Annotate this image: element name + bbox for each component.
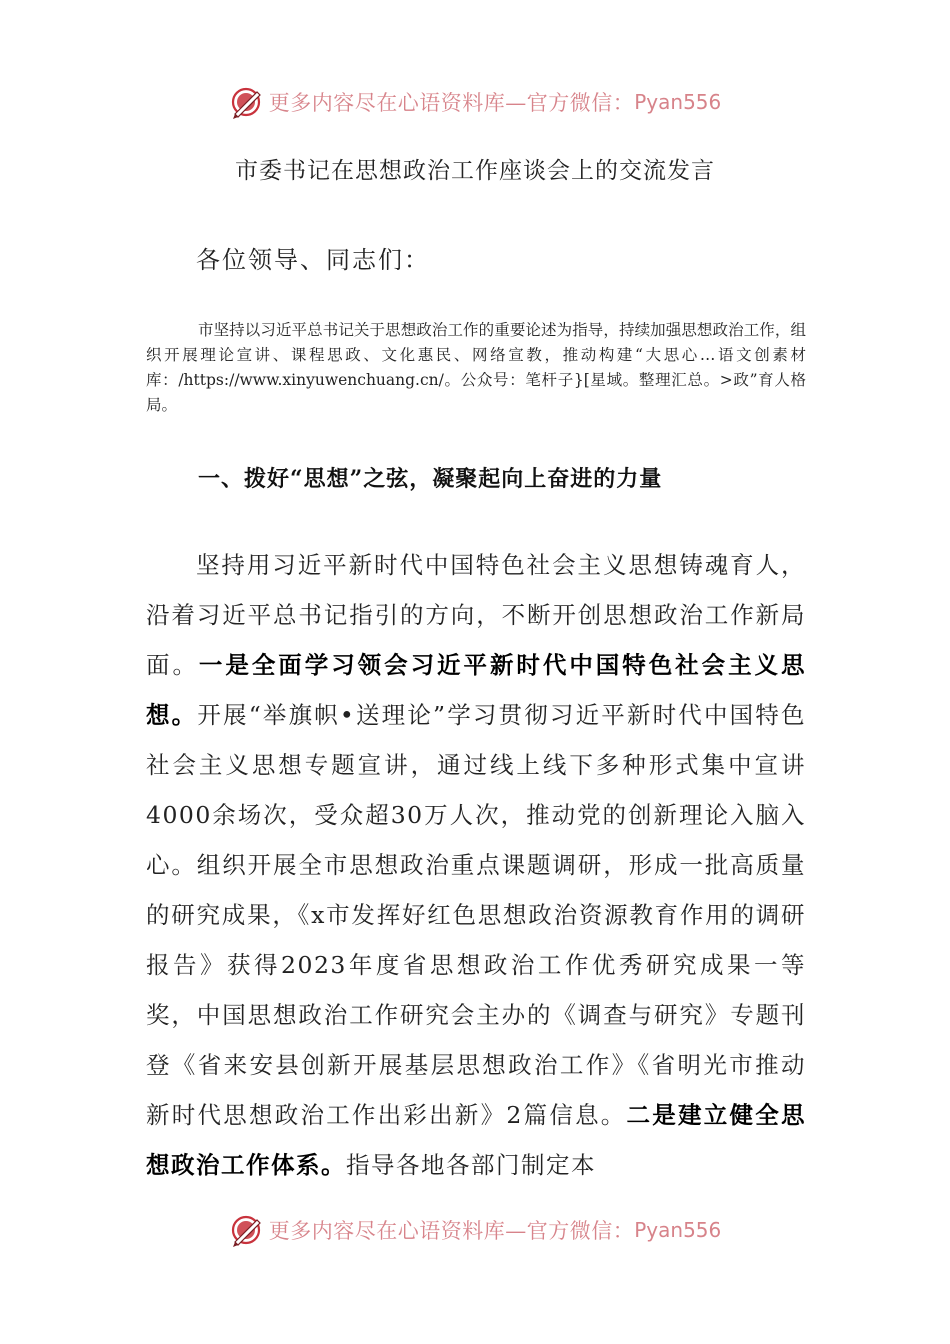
body-text-segment: 指导各地各部门制定本 <box>346 1151 596 1179</box>
document-title: 市委书记在思想政治工作座谈会上的交流发言 <box>235 158 715 184</box>
intro-paragraph: 市坚持以习近平总书记关于思想政治工作的重要论述为指导，持续加强思想政治工作，组织开展理论宣讲、课程思政、文化惠民、网络宣教，推动构建“大思心…语文创素材库：/https://www.xinyuwenchuang.cn/。公众号：笔杆子}[星域。整理汇总。>政”育人格局。 <box>146 321 806 414</box>
bold-point-two: 二是建立健全思想政治工作体系。 <box>146 1101 806 1179</box>
footer-watermark-banner <box>0 1210 950 1250</box>
pen-logo-icon <box>229 84 265 120</box>
watermark-wechat-id: Pyan556 <box>634 90 722 114</box>
watermark-text: 更多内容尽在心语资料库—官方微信： <box>268 91 635 115</box>
pen-logo-icon <box>229 1212 265 1248</box>
body-text-segment: 坚持用习近平新时代中国特色社会主义思想铸魂育人，沿着习近平总书记指引的方向，不断开创思想政治工作新局面。 <box>146 551 806 679</box>
watermark-wechat-id: Pyan556 <box>634 1218 722 1242</box>
body-text-segment: 开展“举旗帜•送理论”学习贯彻习近平新时代中国特色社会主义思想专题宣讲，通过线上线下多种形式集中宣讲4000余场次，受众超30万人次，推动党的创新理论入脑入心。组织开展全市思想政治重点课题调研，形成一批高质量的研究成果，《x市发挥好红色思想政治资源教育作用的调研报告》获得2023年度省思想政治工作优秀研究成果一等奖，中国思想政治工作研究会主办的《调查与研究》专题刊登《省来安县创新开展基层思想政治工作》《省明光市推动新时代思想政治工作出彩出新》2篇信息。 <box>146 701 807 1129</box>
watermark-text: 更多内容尽在心语资料库—官方微信： <box>268 1219 635 1243</box>
bold-point-one: 一是全面学习领会习近平新时代中国特色社会主义思想。 <box>146 651 807 729</box>
body-paragraph <box>146 540 806 1190</box>
header-watermark-banner <box>0 82 950 122</box>
section-heading: 一、拨好“思想”之弦，凝聚起向上奋进的力量 <box>198 466 663 492</box>
greeting: 各位领导、同志们： <box>196 246 430 274</box>
